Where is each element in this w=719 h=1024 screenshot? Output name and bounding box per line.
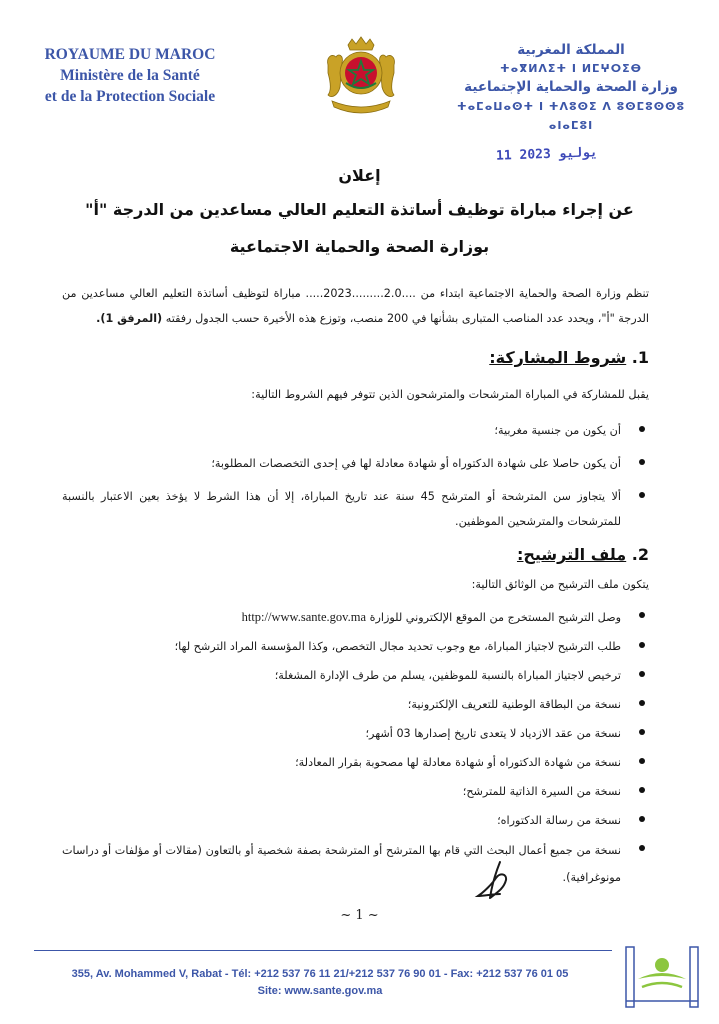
list-item: ألا يتجاوز سن المترشحة أو المترشح 45 سنة عند تاريخ المباراة، إلا أن هذا الشرط لا يؤخذ بعين الاعتبار بالنسبة للمترشحات والمترشحين الموظفين. bbox=[62, 484, 649, 534]
annex-reference: (المرفق 1). bbox=[96, 312, 163, 325]
header-fr-line1: ROYAUME DU MAROC bbox=[44, 46, 216, 63]
list-item: نسخة من رسالة الدكتوراه؛ bbox=[62, 808, 649, 834]
date-stamp: 11 يوليو 2023 bbox=[495, 145, 598, 164]
ministry-logo-icon bbox=[624, 943, 700, 1011]
header-tifinagh-line1: ⵜⴰⴳⵍⴷⵉⵜ ⵏ ⵍⵎⵖⵔⵉⴱ bbox=[499, 62, 642, 75]
signature-icon bbox=[470, 858, 520, 908]
list-item: أن يكون حاصلا على شهادة الدكتوراه أو شهادة معادلة لها في إحدى التخصصات المطلوبة؛ bbox=[62, 451, 649, 476]
intro-text: تنظم وزارة الصحة والحماية الاجتماعية ابتداء من ....2.0.........2023..... مباراة لتوظيف أساتذة التعليم العالي مساعدين من الدرجة "أ"، ويحدد عدد المناصب المتبارى بشأنها في 200 منصب، وتوزع هذه الأخيرة حسب الجدول رفقته bbox=[62, 287, 649, 325]
announcement-subject: عن إجراء مباراة توظيف أساتذة التعليم العالي مساعدين من الدرجة "أ" bbox=[85, 200, 634, 219]
section-number: 2. bbox=[631, 545, 649, 564]
list-item: طلب الترشيح لاجتياز المباراة، مع وجوب تحديد مجال التخصص، وكذا المؤسسة المراد الترشح لها؛ bbox=[62, 634, 649, 660]
header-french bbox=[14, 44, 246, 107]
announcement-title: إعلان bbox=[338, 166, 381, 185]
list-item: نسخة من عقد الازدياد لا يتعدى تاريخ إصدارها 03 أشهر؛ bbox=[62, 721, 649, 747]
section-lead: يتكون ملف الترشيح من الوثائق التالية: bbox=[471, 578, 649, 591]
section-title: ملف الترشيح: bbox=[516, 545, 627, 564]
section-lead: يقبل للمشاركة في المباراة المترشحات والمترشحون الذين تتوفر فيهم الشروط التالية: bbox=[251, 388, 649, 401]
section-heading-conditions bbox=[489, 348, 649, 367]
intro-paragraph bbox=[62, 281, 649, 331]
header-ar-line1: المملكة المغربية bbox=[517, 42, 625, 58]
list-item bbox=[62, 604, 649, 631]
list-item: أن يكون من جنسية مغربية؛ bbox=[62, 418, 649, 443]
footer-site: Site: www.sante.gov.ma bbox=[257, 985, 383, 997]
conditions-list bbox=[62, 418, 649, 542]
section-number: 1. bbox=[631, 348, 649, 367]
header-ar-line2: وزارة الصحة والحماية الإجتماعية bbox=[464, 79, 678, 95]
section-title: شروط المشاركة: bbox=[489, 348, 627, 367]
announcement-ministry: بوزارة الصحة والحماية الاجتماعية bbox=[229, 237, 490, 256]
header-tifinagh-line2: ⵜⴰⵎⴰⵡⴰⵙⵜ ⵏ ⵜⴷⵓⵙⵉ ⴷ ⵓⵙⵎⵓⵙⵙⵓ ⴰⵏⴰⵎⵓⵏ bbox=[456, 100, 686, 132]
footer-address: 355, Av. Mohammed V, Rabat - Tél: +212 537 76 11 21/+212 537 76 90 01 - Fax: +212 537 76 01 05 bbox=[71, 968, 569, 980]
header-fr-line3: et de la Protection Sociale bbox=[44, 88, 216, 105]
footer-divider bbox=[34, 950, 612, 951]
page-number: ~ 1 ~ bbox=[340, 908, 379, 923]
list-item: ترخيص لاجتياز المباراة بالنسبة للموظفين، يسلم من طرف الإدارة المشغلة؛ bbox=[62, 663, 649, 689]
list-item: نسخة من السيرة الذاتية للمترشح؛ bbox=[62, 779, 649, 805]
list-item: نسخة من جميع أعمال البحث التي قام بها المترشح أو المترشحة بصفة شخصية أو بالتعاون (مقالات أو مؤلفات أو دراسات مونوغرافية). bbox=[62, 837, 649, 891]
section-heading-file bbox=[517, 545, 649, 564]
header-arabic bbox=[451, 41, 691, 135]
list-item: نسخة من شهادة الدكتوراه أو شهادة معادلة لها مصحوبة بقرار المعادلة؛ bbox=[62, 750, 649, 776]
coat-of-arms-icon bbox=[318, 35, 404, 119]
list-item-text: وصل الترشيح المستخرج من الموقع الإلكتروني للوزارة bbox=[369, 611, 621, 624]
ministry-website-link[interactable]: http://www.sante.gov.ma bbox=[241, 610, 367, 624]
list-item: نسخة من البطاقة الوطنية للتعريف الإلكترونية؛ bbox=[62, 692, 649, 718]
header-fr-line2: Ministère de la Santé bbox=[60, 67, 200, 84]
documents-list bbox=[62, 604, 649, 894]
footer bbox=[20, 966, 620, 1000]
